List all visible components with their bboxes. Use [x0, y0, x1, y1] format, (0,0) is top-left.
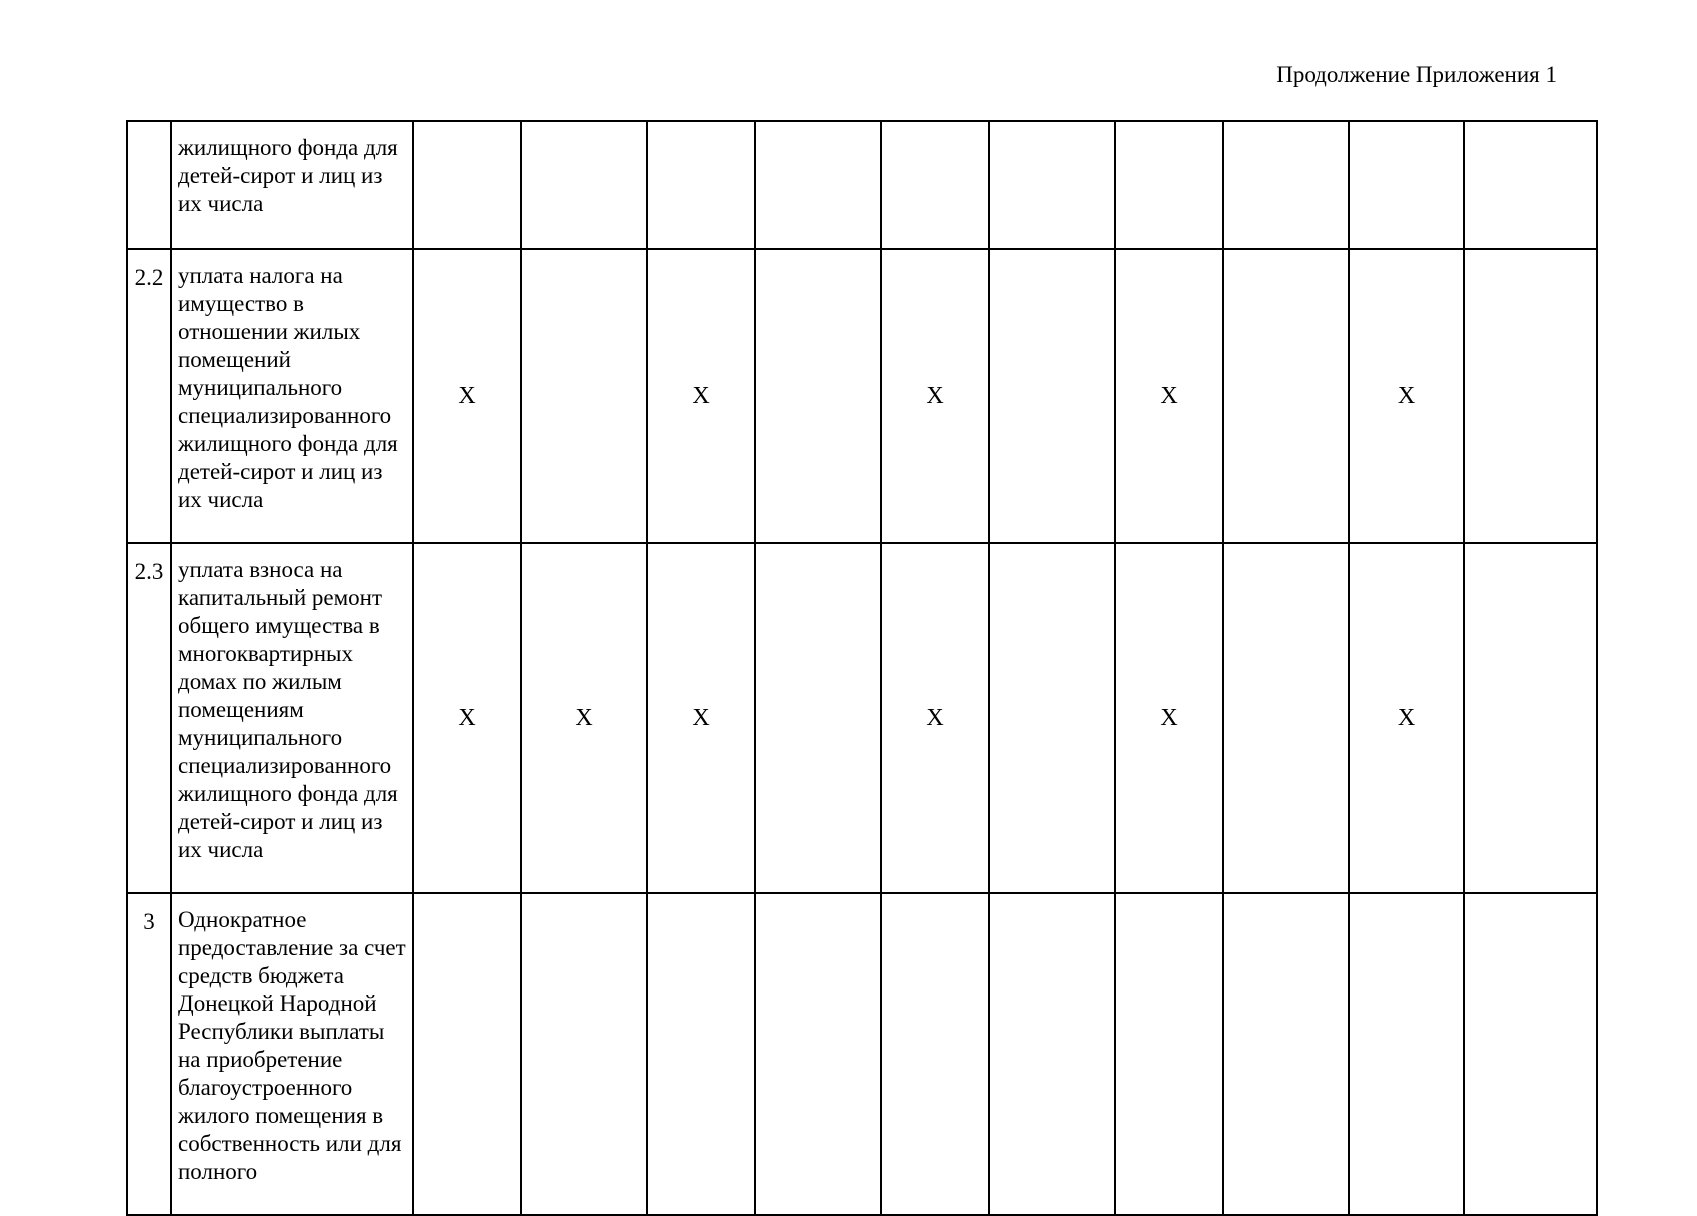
- table-cell: X: [1115, 249, 1223, 543]
- table-cell: [881, 893, 989, 1215]
- table-cell: [1115, 893, 1223, 1215]
- table-row: [127, 249, 1597, 543]
- table-cell: X: [647, 249, 755, 543]
- row-description: Однократное предоставление за счет средств бюджета Донецкой Народной Республики выплаты на приобретение благоустроенного жилого помещения в собственность или для полного: [171, 893, 413, 1215]
- table-cell: [989, 249, 1115, 543]
- appendix-table: [126, 120, 1598, 1216]
- table-cell: [1223, 121, 1349, 249]
- table-row: [127, 121, 1597, 249]
- table-row: [127, 893, 1597, 1215]
- table-cell: [755, 121, 881, 249]
- row-number: 2.3: [127, 543, 171, 893]
- row-description: уплата налога на имущество в отношении жилых помещений муниципального специализированного жилищного фонда для детей-сирот и лиц из их числа: [171, 249, 413, 543]
- table-cell: X: [881, 543, 989, 893]
- table-cell: X: [881, 249, 989, 543]
- table-cell: X: [521, 543, 647, 893]
- table-cell: [1223, 249, 1349, 543]
- table-cell: [881, 121, 989, 249]
- table-cell: [521, 893, 647, 1215]
- table-cell: [1464, 893, 1597, 1215]
- table-cell: [989, 543, 1115, 893]
- table-cell: [1464, 543, 1597, 893]
- table-cell: [1223, 893, 1349, 1215]
- row-number: [127, 121, 171, 249]
- table-cell: [1223, 543, 1349, 893]
- row-number: 3: [127, 893, 171, 1215]
- table-cell: [1464, 121, 1597, 249]
- row-description: жилищного фонда для детей-сирот и лиц из их числа: [171, 121, 413, 249]
- table-cell: X: [647, 543, 755, 893]
- table-cell: X: [1349, 249, 1464, 543]
- table-cell: [521, 121, 647, 249]
- table-cell: X: [413, 543, 521, 893]
- table-cell: [413, 121, 521, 249]
- table-cell: [1464, 249, 1597, 543]
- table-cell: [755, 543, 881, 893]
- table-cell: [989, 121, 1115, 249]
- page-header: Продолжение Приложения 1: [1276, 62, 1557, 87]
- table-cell: [647, 121, 755, 249]
- table-cell: X: [1349, 543, 1464, 893]
- table-cell: [1349, 121, 1464, 249]
- table-cell: [755, 893, 881, 1215]
- table-cell: [647, 893, 755, 1215]
- table-cell: [989, 893, 1115, 1215]
- table-cell: [413, 893, 521, 1215]
- table-cell: [755, 249, 881, 543]
- table-cell: [1115, 121, 1223, 249]
- table-cell: [521, 249, 647, 543]
- row-number: 2.2: [127, 249, 171, 543]
- row-description: уплата взноса на капитальный ремонт общего имущества в многоквартирных домах по жилым помещениям муниципального специализированного жилищного фонда для детей-сирот и лиц из их числа: [171, 543, 413, 893]
- table-cell: [1349, 893, 1464, 1215]
- table-cell: X: [1115, 543, 1223, 893]
- table-cell: X: [413, 249, 521, 543]
- table-row: [127, 543, 1597, 893]
